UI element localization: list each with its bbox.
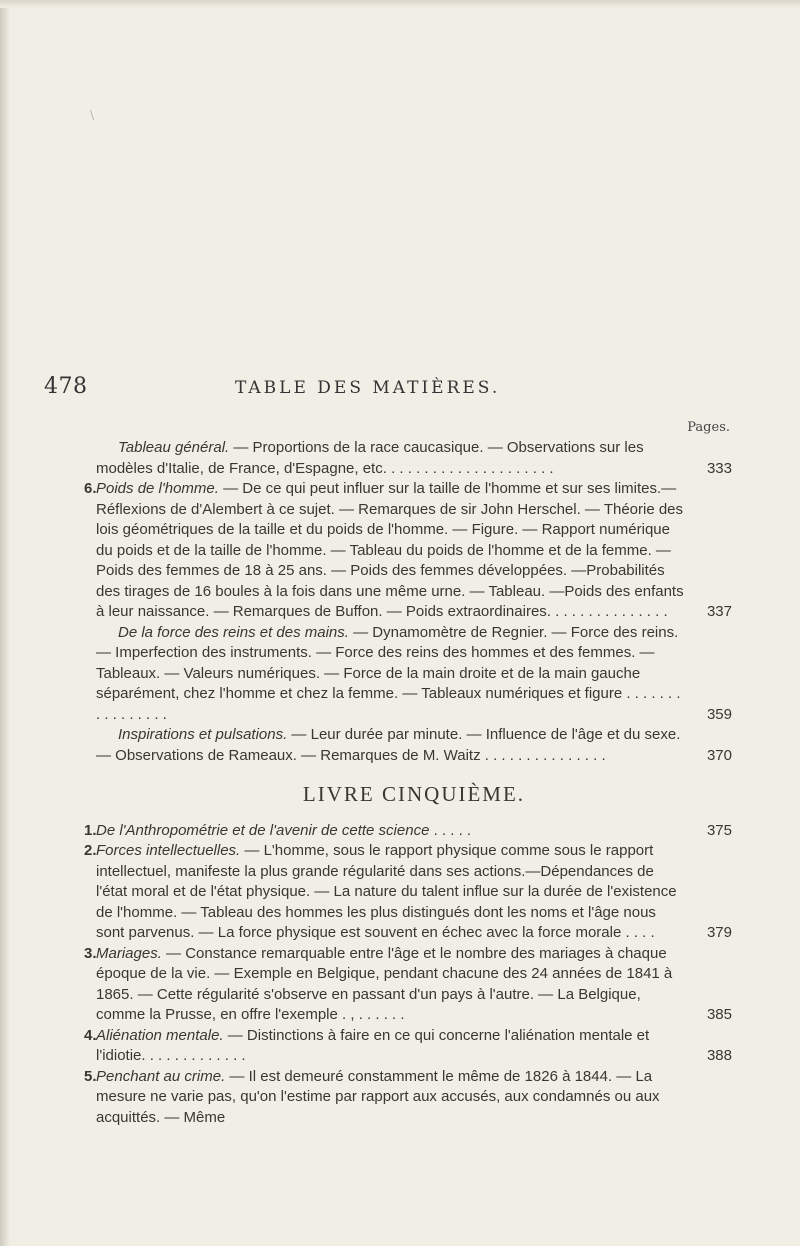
page-top-shadow: [0, 0, 800, 8]
toc-entry: [96, 725, 732, 766]
toc-entry: [84, 1026, 732, 1067]
entry-text: — Proportions de la race caucasique. — Observations sur les modèles d'Italie, de France, d'Espagne, etc. . . . . . . . . . . . . . . . . . . . .: [96, 439, 644, 477]
entry-title: Poids de l'homme.: [96, 480, 219, 497]
page-header: [0, 374, 800, 414]
entry-text: — Il est demeuré constamment le même de 1826 à 1844. — La mesure ne varie pas, qu'on l'estime par rapport aux accusés, aux condamnés ou aux acquittés. — Même: [96, 1067, 660, 1126]
entry-page: 379: [706, 924, 732, 941]
running-title: TABLE DES MATIÈRES.: [235, 378, 501, 398]
page-edge-shadow: [0, 0, 10, 1246]
toc-entry: [84, 821, 732, 842]
entry-number: 1.: [84, 821, 97, 839]
entry-number: 2.: [84, 842, 97, 859]
entry-number: 4.: [84, 1026, 97, 1044]
entry-text: — L'homme, sous le rapport physique comme sous le rapport intellectuel, manifeste la plus grande régularité dans ses actions.—Dépendances de l'état moral et de l'état physique. — La nature du talent influe sur la durée de l'existence de l'homme. — Tableau des hommes les plus distingués dont les noms et l'âge nous sont parvenus. — La force physique est souvent en échec avec la force morale . . . .: [96, 842, 677, 941]
entry-number: 3.: [84, 944, 97, 962]
entry-title: De la force des reins et des mains.: [118, 623, 349, 641]
entry-text: — Leur durée par minute. — Influence de l'âge et du sexe. — Observations de Rameaux. — Remarques de M. Waitz . . . . . . . . . . . . . . .: [96, 726, 681, 764]
entry-page: 359: [706, 705, 732, 723]
pages-column-label: Pages.: [687, 420, 730, 435]
entry-text: . . . . .: [429, 821, 472, 839]
table-of-contents: [84, 438, 732, 1128]
entry-page: 370: [706, 746, 732, 764]
paper-mark: \: [90, 108, 95, 122]
entry-page: 333: [706, 459, 732, 477]
entry-text: — Distinctions à faire en ce qui concerne l'aliénation mentale et l'idiotie. . . . . . . . . . . . .: [96, 1026, 650, 1064]
entry-text: — Dynamomètre de Regnier. — Force des reins. — Imperfection des instruments. — Force des reins des hommes et des femmes. — Tableaux. — Valeurs numériques. — Force de la main droite et de la main gauche séparément, chez l'homme et chez la femme. — Tableaux numériques et figure . . . . . . . . . . . . . . . .: [96, 623, 681, 723]
entry-page: 337: [706, 603, 732, 620]
entry-title: Mariages.: [96, 944, 162, 962]
entry-title: Tableau général.: [118, 439, 230, 456]
page-number: 478: [44, 374, 88, 399]
book-heading: LIVRE CINQUIÈME.: [302, 782, 526, 806]
entry-text: — Constance remarquable entre l'âge et le nombre des mariages à chaque époque de la vie. — Exemple en Belgique, pendant chacune des 24 années de 1841 à 1865. — Cette régularité s'observe en passant d'un pays à l'autre. — La Belgique, comme la Prusse, en offre l'exemple . , . . . . . .: [96, 944, 673, 1023]
entry-number: 5.: [84, 1067, 97, 1085]
toc-entry: [84, 479, 732, 623]
toc-entry: [84, 1067, 732, 1129]
entry-title: Aliénation mentale.: [96, 1026, 224, 1044]
toc-entry: [96, 438, 732, 479]
entry-title: De l'Anthropométrie et de l'avenir de cette science: [96, 821, 430, 839]
entry-title: Penchant au crime.: [96, 1067, 226, 1085]
toc-entry: [84, 841, 732, 944]
toc-entry: [84, 944, 732, 1026]
entry-text: — De ce qui peut influer sur la taille de l'homme et sur ses limites.— Réflexions de d'Alembert à ce sujet. — Remarques de sir John Herschel. — Théorie des lois géométriques de la taille et du poids de l'homme. — Figure. — Rapport numérique du poids et de la taille de l'homme. — Tableau du poids de l'homme et de la femme. — Poids des femmes de 18 à 25 ans. — Poids des femmes développées. —Probabilités des tirages de 16 boules à la fois dans une même urne. — Tableau. —Poids des enfants à leur naissance. — Remarques de Buffon. — Poids extraordinaires. . . . . . . . . . . . . . .: [96, 480, 684, 620]
toc-entry: [96, 623, 732, 726]
entry-page: 388: [706, 1047, 732, 1064]
entry-number: 6.: [84, 480, 97, 497]
entry-page: 375: [706, 821, 732, 839]
entry-title: Forces intellectuelles.: [96, 842, 241, 859]
entry-title: Inspirations et pulsations.: [118, 726, 288, 743]
entry-page: 385: [706, 1006, 732, 1023]
